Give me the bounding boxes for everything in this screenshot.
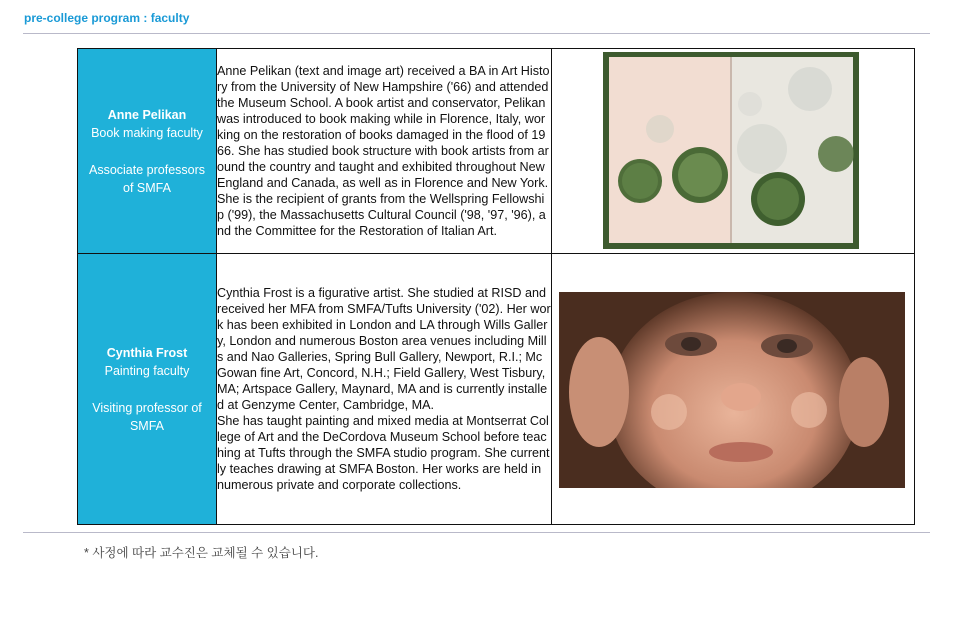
faculty-position: Visiting professor of [92,400,202,415]
faculty-bio-text: Cynthia Frost is a figurative artist. She studied at RISD and received her MFA from SMFA/Tufts University ('02). Her work has been exhibited in London and LA through Wills Gallery, London and numerous Boston area venues including Mills and Nao Galleries, Spring Bull Gallery, Newport, R.I.; McGowan fine Art, Concord, N.H.; Field Gallery, West Tisbury, MA; Artspace Gallery, Maynard, MA and is currently installed at Genzyme Center, Cambridge, MA. [217,286,551,412]
faculty-name: Anne Pelikan [107,107,187,122]
footer-divider [23,532,930,533]
faculty-role: Painting faculty [104,363,190,378]
faculty-position-2: SMFA [129,418,165,433]
book-artwork-image [600,49,862,252]
faculty-image-cell [552,49,915,254]
faculty-name-cell [78,49,217,254]
faculty-name: Cynthia Frost [106,345,188,360]
faculty-bio-text-2: She has taught painting and mixed media at Montserrat College of Art and the DeCordova Museum School before teaching at Tufts through the SMFA studio program. She currently teaches drawing at SMFA Boston. Her works are held in numerous private and corporate collections. [217,414,550,492]
header-divider [23,33,930,34]
faculty-table [77,48,915,525]
faculty-position-2: of SMFA [123,180,171,195]
portrait-painting-image [559,292,905,488]
faculty-bio [217,254,552,525]
faculty-name-cell [78,254,217,525]
faculty-row [78,49,915,254]
footnote: * 사정에 따라 교수진은 교체될 수 있습니다. [84,546,319,560]
faculty-role: Book making faculty [91,125,203,140]
faculty-row [78,254,915,525]
faculty-position: Associate professors [88,162,206,177]
faculty-image-cell [552,254,915,525]
page-title: pre-college program : faculty [24,11,190,25]
faculty-bio [217,49,552,254]
faculty-bio-text: Anne Pelikan (text and image art) received a BA in Art History from the University of New Hampshire ('66) and attended the Museum School. A book artist and conservator, Pelikan was introduced to book making while in Florence, Italy, working on the restoration of books damaged in the flood of 1966. She has studied book structure with book artists from around the country and taught and exhibited throughout New England and Canada, as well as in Florence and New York. She is the recipient of grants from the Wellspring Fellowship ('99), the Massachusetts Cultural Council ('98, '97, '96), and the Committee for the Restoration of Italian Art. [217,64,550,238]
